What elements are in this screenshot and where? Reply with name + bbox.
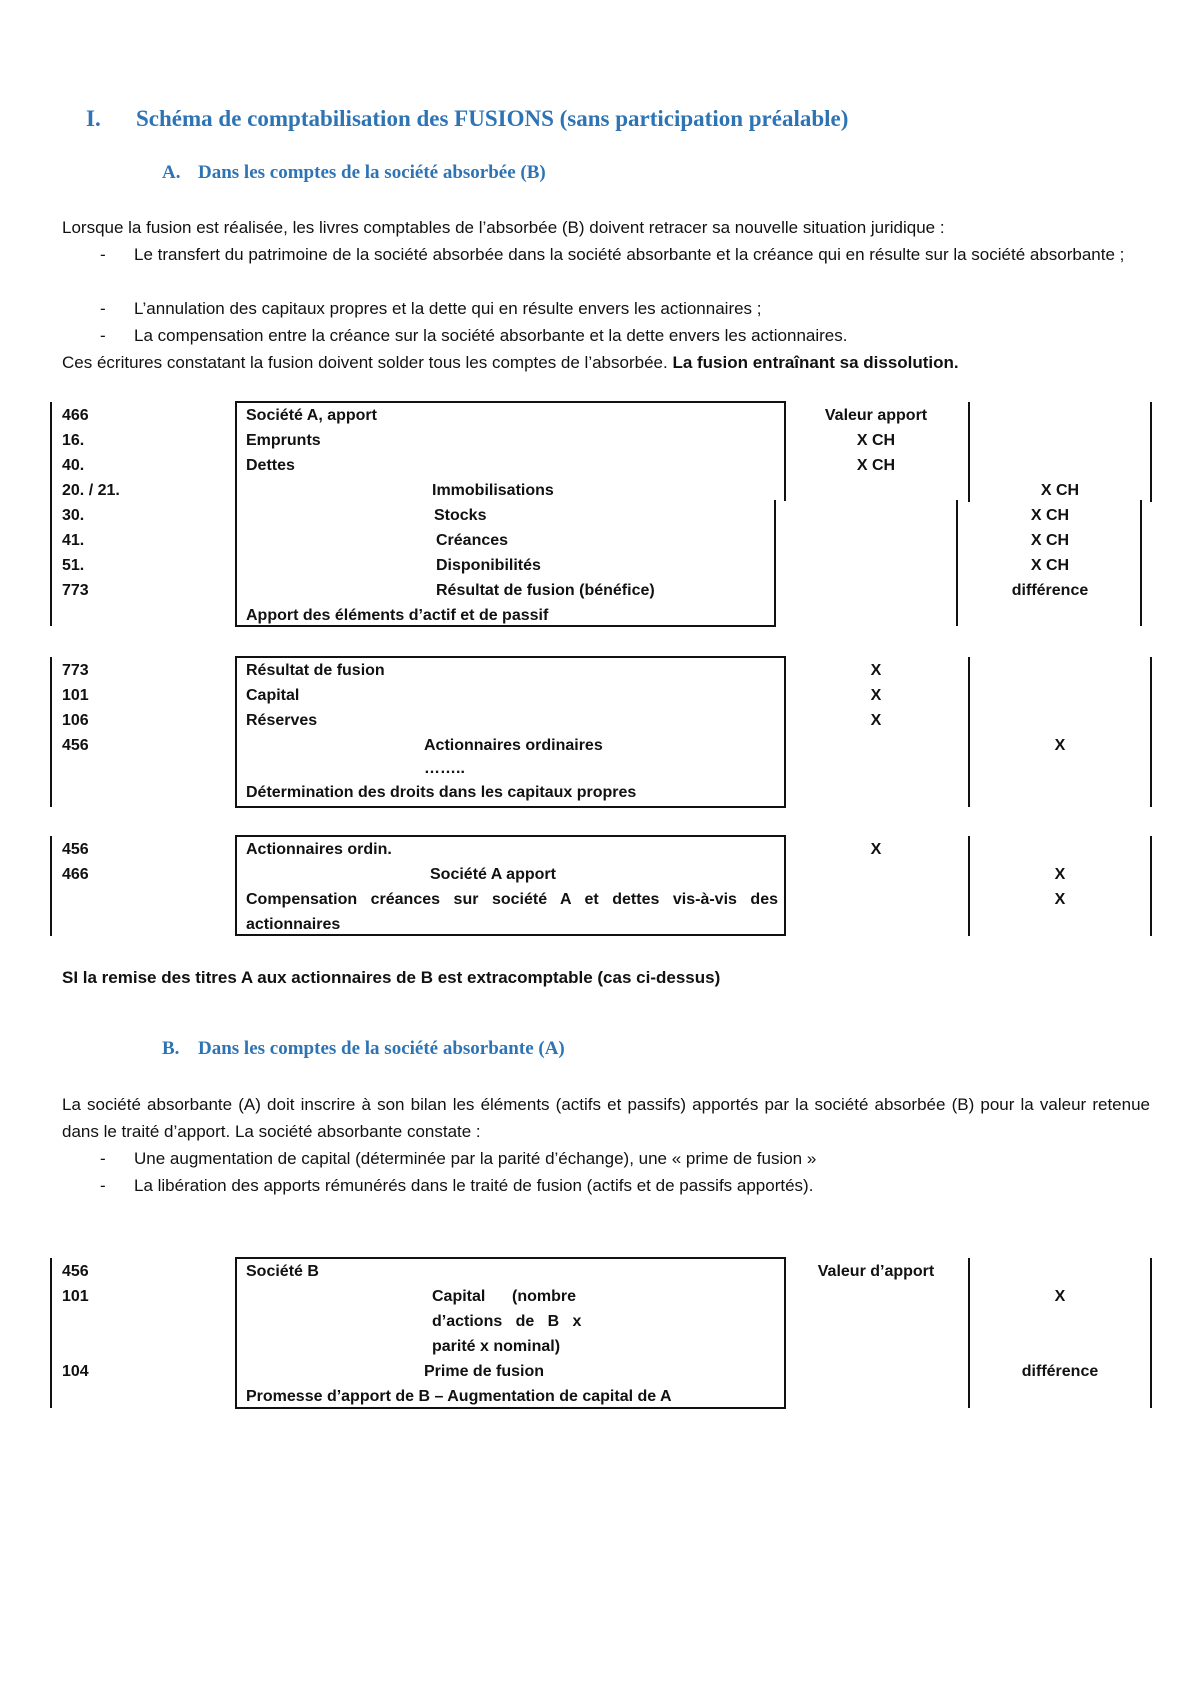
label-emprunts: Emprunts: [246, 432, 321, 449]
credit-immobilisations: X CH: [1040, 482, 1080, 499]
section-a-heading: [162, 162, 546, 184]
main-heading: [86, 106, 848, 132]
account-106: 106: [62, 712, 89, 729]
label-prime-de-fusion: Prime de fusion: [424, 1363, 545, 1380]
account-456: 456: [62, 1263, 89, 1280]
account-773: 773: [62, 582, 89, 599]
debit-emprunts: X CH: [856, 432, 896, 449]
left-border: [50, 1258, 52, 1408]
left-border: [50, 836, 52, 936]
debit-valeur-apport: Valeur d’apport: [817, 1263, 935, 1280]
credit-x: X: [1054, 737, 1066, 754]
label-right-rule: [784, 401, 786, 501]
debit-x: X: [870, 712, 882, 729]
bullet-text: Une augmentation de capital (déterminée par la parité d’échange), une « prime de fusion »: [134, 1149, 817, 1168]
section-b-intro: La société absorbante (A) doit inscrire à son bilan les éléments (actifs et passifs) apportés par la société absorbée (B) pour la valeur retenue dans le traité d’apport. La société absorbante constate :: [62, 1095, 1150, 1141]
extracomptable-note: SI la remise des titres A aux actionnaires de B est extracomptable (cas ci-dessus): [62, 968, 721, 987]
label-creances: Créances: [436, 532, 509, 549]
label-societe-a-apport: Société A apport: [430, 866, 556, 883]
caption-credit-x: X: [1054, 891, 1066, 908]
account-456: 456: [62, 737, 89, 754]
account-16: 16.: [62, 432, 85, 449]
label-right-rule: [784, 1257, 786, 1409]
label-societe-b: Société B: [246, 1263, 319, 1280]
section-a-conclusion: [62, 349, 959, 376]
label-right-rule-lower: [774, 500, 776, 627]
label-capital-line3: parité x nominal): [432, 1338, 561, 1355]
debit-right-rule: [968, 657, 970, 807]
credit-right-rule-lower: [1140, 500, 1142, 626]
bullet-a-2: [100, 295, 1150, 322]
credit-x: X: [1054, 1288, 1066, 1305]
label-societe-a-apport: Société A, apport: [246, 407, 377, 424]
credit-right-rule: [1150, 1258, 1152, 1408]
account-101: 101: [62, 687, 89, 704]
account-104: 104: [62, 1363, 89, 1380]
account-30: 30.: [62, 507, 85, 524]
label-immobilisations: Immobilisations: [432, 482, 554, 499]
account-41: 41.: [62, 532, 85, 549]
bullet-text: Le transfert du patrimoine de la société absorbée dans la société absorbante et la créance qui en résulte sur la société absorbante ;: [134, 245, 1125, 264]
credit-stocks: X CH: [1030, 507, 1070, 524]
debit-valeur-apport: Valeur apport: [824, 407, 928, 424]
bottom-rule: [236, 806, 786, 808]
section-b-title: Dans les comptes de la société absorbante (A): [198, 1038, 565, 1059]
account-40: 40.: [62, 457, 85, 474]
bullet-dash: -: [100, 1149, 106, 1168]
bullet-dash: -: [100, 326, 106, 345]
debit-x: X: [870, 841, 882, 858]
account-773: 773: [62, 662, 89, 679]
bullet-text: L’annulation des capitaux propres et la dette qui en résulte envers les actionnaires ;: [134, 299, 762, 318]
credit-x: X: [1054, 866, 1066, 883]
label-capital: Capital: [246, 687, 300, 704]
account-101: 101: [62, 1288, 89, 1305]
label-actionnaires-ordinaires: Actionnaires ordinaires: [424, 737, 603, 754]
bullet-b-1: [100, 1145, 1150, 1172]
credit-disponibilites: X CH: [1030, 557, 1070, 574]
debit-x: X: [870, 662, 882, 679]
entry-caption: Compensation créances sur société A et dettes vis-à-vis des actionnaires: [246, 891, 778, 933]
label-right-rule: [784, 835, 786, 936]
section-a-intro: Lorsque la fusion est réalisée, les livres comptables de l’absorbée (B) doivent retracer sa nouvelle situation juridique :: [62, 218, 945, 237]
account-51: 51.: [62, 557, 85, 574]
label-resultat-fusion: Résultat de fusion (bénéfice): [436, 582, 655, 599]
label-left-rule: [235, 656, 237, 808]
bullet-text: La libération des apports rémunérés dans le traité de fusion (actifs et de passifs apportés).: [134, 1176, 814, 1195]
section-a-title: Dans les comptes de la société absorbée (B): [198, 162, 546, 183]
label-resultat-fusion: Résultat de fusion: [246, 662, 385, 679]
section-b-number: B.: [162, 1038, 180, 1059]
conclusion-text: Ces écritures constatant la fusion doivent solder tous les comptes de l’absorbée.: [62, 353, 673, 372]
debit-x: X: [870, 687, 882, 704]
label-capital-line1: Capital (nombre: [432, 1288, 577, 1305]
credit-creances: X CH: [1030, 532, 1070, 549]
entry-caption: Promesse d’apport de B – Augmentation de capital de A: [246, 1388, 672, 1405]
heading-number: I.: [86, 106, 101, 131]
bullet-b-2: [100, 1172, 1150, 1199]
bullet-text: La compensation entre la créance sur la société absorbante et la dette envers les actionnaires.: [134, 326, 848, 345]
label-left-rule: [235, 401, 237, 627]
debit-right-rule: [968, 1258, 970, 1408]
heading-text: Schéma de comptabilisation des FUSIONS (sans participation préalable): [136, 106, 849, 131]
account-456: 456: [62, 841, 89, 858]
label-disponibilites: Disponibilités: [436, 557, 541, 574]
label-capital-line2: d’actions de B x: [432, 1313, 582, 1330]
account-466: 466: [62, 407, 89, 424]
label-left-rule: [235, 1257, 237, 1409]
left-border: [50, 402, 52, 626]
bullet-a-3: [100, 322, 1150, 349]
label-dettes: Dettes: [246, 457, 295, 474]
entry-caption: Apport des éléments d’actif et de passif: [246, 607, 549, 624]
bullet-dash: -: [100, 245, 106, 264]
left-border: [50, 657, 52, 807]
ellipsis: ……..: [424, 760, 465, 777]
credit-right-rule: [1150, 836, 1152, 936]
section-b-heading: [162, 1038, 565, 1060]
label-reserves: Réserves: [246, 712, 318, 729]
bullet-dash: -: [100, 1176, 106, 1195]
credit-right-rule: [1150, 402, 1152, 502]
bullet-a-1: [100, 241, 1150, 268]
debit-right-rule-lower: [956, 500, 958, 626]
label-stocks: Stocks: [434, 507, 487, 524]
debit-right-rule: [968, 836, 970, 936]
label-left-rule: [235, 835, 237, 936]
credit-right-rule: [1150, 657, 1152, 807]
bullet-dash: -: [100, 299, 106, 318]
account-20-21: 20. / 21.: [62, 482, 120, 499]
entry-caption: Détermination des droits dans les capitaux propres: [246, 784, 637, 801]
label-right-rule: [784, 656, 786, 808]
label-actionnaires-ordin: Actionnaires ordin.: [246, 841, 392, 858]
conclusion-bold-text: La fusion entraînant sa dissolution.: [672, 353, 959, 372]
section-a-number: A.: [162, 162, 181, 183]
debit-right-rule: [968, 402, 970, 502]
credit-difference: différence: [1021, 1363, 1099, 1380]
credit-difference: différence: [1011, 582, 1089, 599]
debit-dettes: X CH: [856, 457, 896, 474]
account-466: 466: [62, 866, 89, 883]
